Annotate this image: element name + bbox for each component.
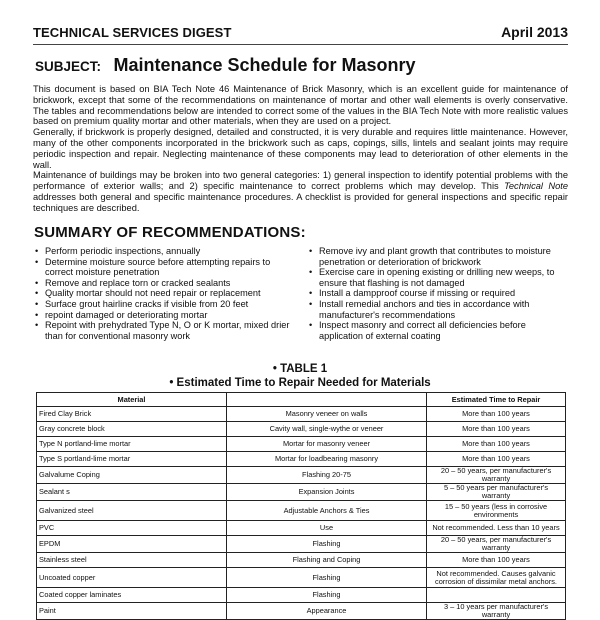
page-header	[33, 22, 568, 42]
recommendation-item: • Inspect masonry and correct all deficiencies before application of external coating	[309, 320, 526, 341]
recommendation-item: • Surface grout hairline cracks if visible from 20 feet	[35, 298, 249, 309]
bullet-icon: •	[35, 298, 39, 309]
column-header-repair-time: Estimated Time to Repair	[427, 393, 566, 407]
recommendation-item: • Remove ivy and plant growth that contributes to moisture penetration or deterioration of brickwork	[309, 246, 551, 267]
recommendations-left-column	[35, 246, 297, 341]
table-row: Galvanized steel Adjustable Anchors & Ties 15 – 50 years (less in corrosive environments	[37, 501, 566, 521]
recommendations-right-column	[309, 246, 568, 341]
bullet-icon: •	[35, 309, 39, 320]
recommendation-item: • Quality mortar should not need repair or replacement	[35, 288, 261, 299]
table-row: Fired Clay Brick Masonry veneer on walls More than 100 years	[37, 407, 566, 422]
recommendation-item: • Exercise care in opening existing or drilling new weeps, to ensure that flashing is not damaged	[309, 267, 555, 288]
table-row: Gray concrete block Cavity wall, single-wythe or veneer More than 100 years	[37, 422, 566, 437]
bullet-icon: •	[169, 377, 174, 389]
subject-line	[35, 55, 570, 76]
recommendation-item: • Perform periodic inspections, annually	[35, 246, 201, 256]
column-header-use	[227, 393, 427, 407]
intro-text	[33, 84, 568, 214]
bullet-icon: •	[309, 267, 313, 278]
recommendation-item: • Determine moisture source before attempting repairs to correct moisture penetration	[35, 256, 271, 278]
bullet-icon: •	[35, 288, 39, 299]
bullet-icon: •	[35, 277, 39, 288]
table-row: EPDM Flashing 20 – 50 years, per manufacturer's warranty	[37, 536, 566, 553]
repair-time-table	[36, 392, 566, 620]
intro-paragraph-2: Generally, if brickwork is properly designed, detailed and constructed, it is very durable and requires little maintenance. However, many of the other components incorporated in the brickwork such as caps, copings, sills, lintels and sealant joints may require periodic inspection and repair. Neglecting maintenance of these components may lead to deterioration of other elements in the wall.	[33, 127, 568, 170]
table-row: Type S portland-lime mortar Mortar for loadbearing masonry More than 100 years	[37, 452, 566, 467]
bullet-icon: •	[272, 363, 277, 375]
table-row: PVC Use Not recommended. Less than 10 years	[37, 521, 566, 536]
subject-title: Maintenance Schedule for Masonry	[113, 55, 416, 75]
bullet-icon: •	[309, 288, 313, 299]
table-row: Type N portland-lime mortar Mortar for masonry veneer More than 100 years	[37, 437, 566, 452]
recommendation-item: • Repoint with prehydrated Type N, O or K mortar, mixed drier than for conventional masonry work	[35, 320, 290, 341]
table-header-row	[37, 393, 566, 407]
header-rule	[33, 44, 568, 45]
intro-paragraph-1: This document is based on BIA Tech Note 46 Maintenance of Brick Masonry, which is an excellent guide for maintenance of brickwork, except that some of the recommendations on maintenance of mortar and other wall elements is overly conservative. The tables and recommendations below are intended to correct some of the values in the BIA Tech Note with more realistic values based on premium quality mortar and other materials, when they are used on a project.	[33, 84, 568, 127]
recommendation-item: • Remove and replace torn or cracked sealants	[35, 277, 231, 288]
table-row: Uncoated copper Flashing Not recommended. Causes galvanic corrosion of dissimilar metal anchors.	[37, 568, 566, 588]
bullet-icon: •	[35, 320, 39, 331]
recommendation-item: • Install remedial anchors and ties in accordance with manufacturer's recommendations	[309, 298, 530, 320]
table-row: Coated copper laminates Flashing	[37, 588, 566, 603]
table-row: Sealant s Expansion Joints 5 – 50 years per manufacturer's warranty	[37, 484, 566, 501]
intro-paragraph-3: Maintenance of buildings may be broken into two general categories: 1) general inspection to identify potential problems with the performance of exterior walls; and 2) specific maintenance to correct problems which may develop. This Technical Note addresses both general and specific maintenance procedures. A checklist is provided for general inspections and specific repair techniques are described.	[33, 170, 569, 213]
column-header-material: Material	[37, 393, 227, 407]
issue-date: April 2013	[501, 24, 568, 40]
bullet-icon: •	[35, 256, 39, 267]
bullet-icon: •	[309, 246, 313, 256]
publication-title: TECHNICAL SERVICES DIGEST	[33, 25, 232, 40]
table-row: Galvalume Coping Flashing 20-75 20 – 50 years, per manufacturer's warranty	[37, 467, 566, 484]
recommendation-item: • repoint damaged or deteriorating mortar	[35, 309, 208, 320]
table-subtitle: • Estimated Time to Repair Needed for Materials	[169, 377, 431, 389]
recommendation-item: • Install a dampproof course if missing or required	[309, 288, 516, 299]
bullet-icon: •	[309, 320, 313, 331]
summary-heading: SUMMARY OF RECOMMENDATIONS:	[34, 224, 306, 241]
subject-label: SUBJECT:	[35, 59, 102, 74]
bullet-icon: •	[309, 298, 313, 309]
table-row: Stainless steel Flashing and Coping More than 100 years	[37, 553, 566, 568]
bullet-icon: •	[35, 246, 39, 256]
table-title: • TABLE 1	[272, 363, 328, 375]
technical-note-emphasis: Technical Note	[504, 181, 569, 192]
table-row: Paint Appearance 3 – 10 years per manufacturer's warranty	[37, 603, 566, 620]
